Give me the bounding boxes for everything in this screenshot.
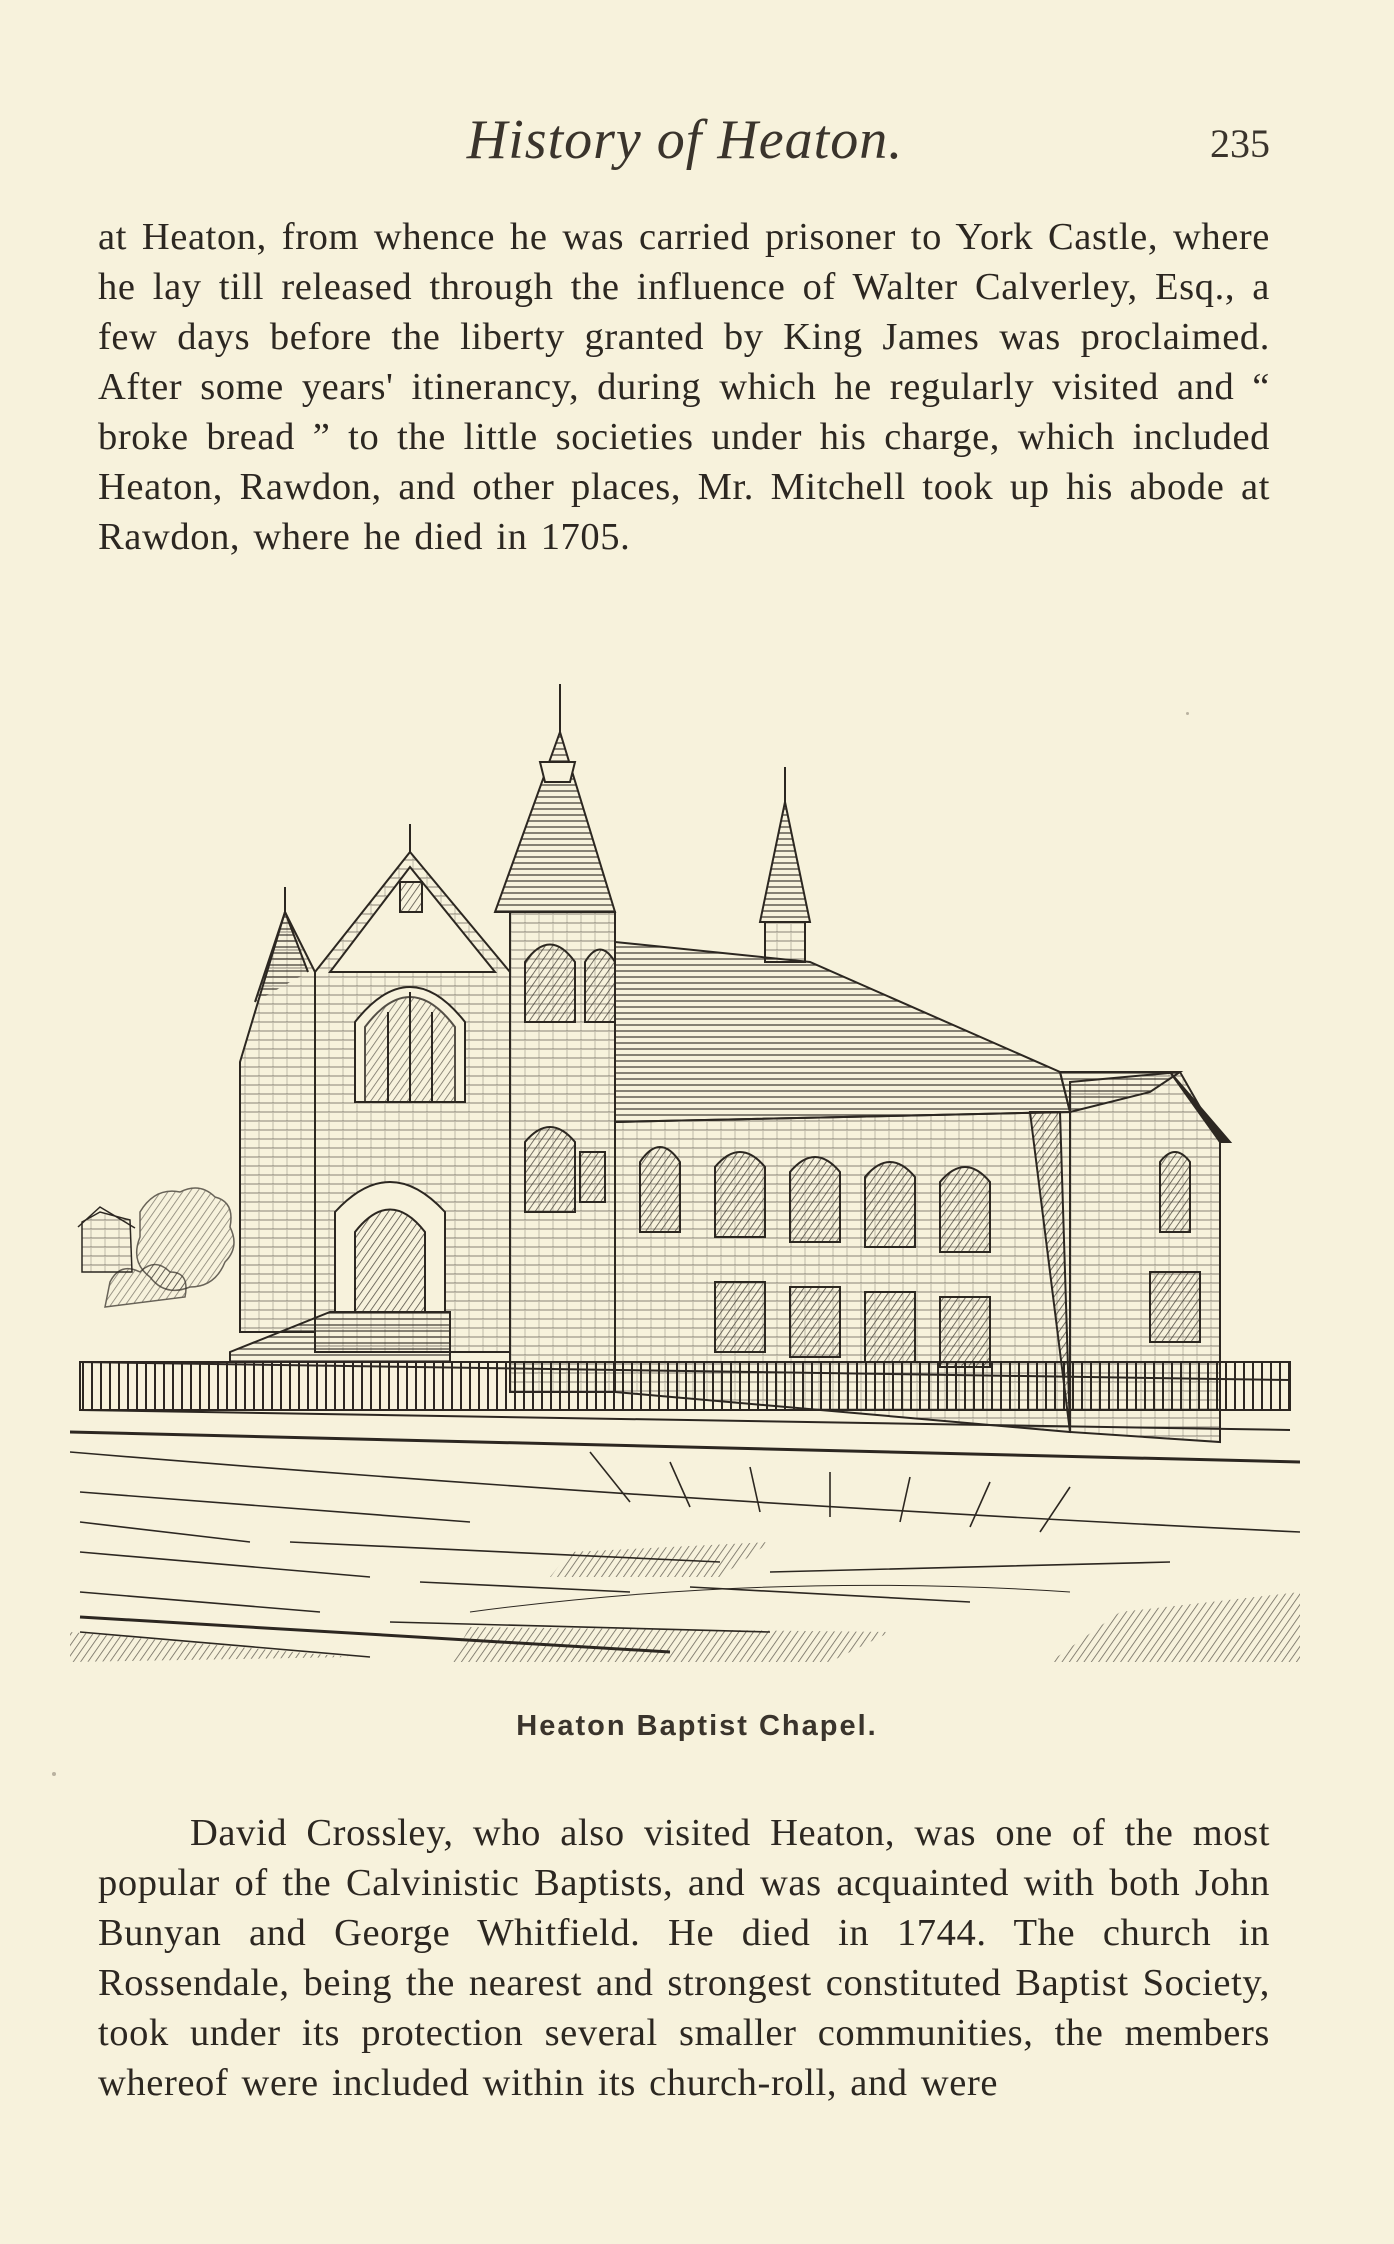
paragraph-continued: at Heaton, from whence he was carried prisoner to York Castle, where he lay till released through the influence of Walter Calverley, Esq., a few days before the liberty granted by King James was proclaimed. After some years' itinerancy, during which he regularly visited and “ broke bread ” to the little societies under his charge, which included Heaton, Rawdon, and other places, Mr. Mitchell took up his abode at Rawdon, where he died in 1705. (98, 216, 1270, 558)
chapel-illustration (70, 672, 1300, 1672)
chapel-building (230, 684, 1230, 1442)
figure-caption: Heaton Baptist Chapel. (516, 1710, 878, 1742)
running-title: History of Heaton. (466, 109, 904, 171)
chapel-engraving-svg (70, 672, 1300, 1672)
paper-speck (52, 1772, 56, 1776)
street-shading (70, 1542, 1300, 1662)
running-head (100, 108, 1270, 178)
page-number: 235 (1210, 121, 1270, 166)
paragraph-david-crossley: David Crossley, who also visited Heaton, was one of the most popular of the Calvinistic Baptists, and was acquainted with both John Bunyan and George Whitfield. He died in 1744. The church in Rossendale, being the nearest and strongest constituted Baptist Society, took under its protection several smaller communities, the members whereof were included within its church-roll, and were (98, 1812, 1270, 2104)
paper-speck (1186, 712, 1189, 715)
background-trees (78, 1188, 234, 1307)
